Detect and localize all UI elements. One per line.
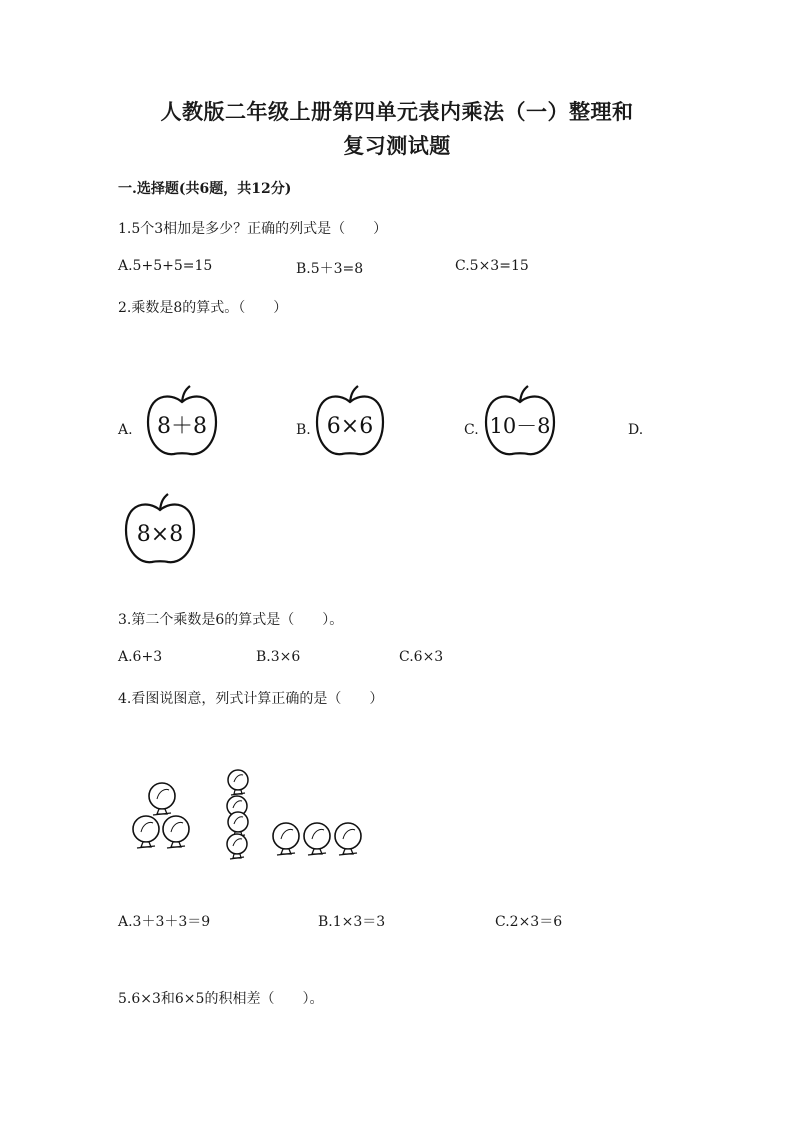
q2-option-d-letter[interactable]: D. bbox=[628, 422, 644, 438]
q4-option-b[interactable]: B.1×3＝3 bbox=[318, 914, 386, 930]
page-title: 人教版二年级上册第四单元表内乘法（一）整理和 bbox=[160, 99, 634, 124]
apple-icon-a[interactable] bbox=[142, 382, 222, 458]
q1-option-b[interactable]: B.5＋3=8 bbox=[296, 261, 364, 277]
apple-icon-b[interactable] bbox=[312, 382, 388, 458]
q1-option-a[interactable]: A.5+5+5=15 bbox=[118, 258, 213, 274]
question-2-stem: 2.乘数是8的算式。（ ） bbox=[118, 300, 288, 316]
apple-expression-b: 6×6 bbox=[326, 414, 374, 439]
q1-option-c[interactable]: C.5×3=15 bbox=[455, 258, 529, 274]
q4-option-a[interactable]: A.3＋3＋3＝9 bbox=[118, 914, 211, 930]
question-4-stem: 4.看图说图意，列式计算正确的是（ ） bbox=[118, 691, 384, 707]
balloons-illustration bbox=[120, 762, 370, 872]
q2-option-a-letter[interactable]: A. bbox=[118, 422, 133, 438]
question-1-stem: 1.5个3相加是多少？正确的列式是（ ） bbox=[118, 221, 388, 237]
apple-expression-d: 8×8 bbox=[136, 522, 184, 547]
section-header: 一.选择题(共6题，共12分) bbox=[118, 181, 292, 197]
apple-expression-c: 10－8 bbox=[489, 414, 551, 438]
balloon-group-2 bbox=[227, 770, 248, 859]
balloon-group-3 bbox=[273, 823, 361, 855]
question-5-stem: 5.6×3和6×5的积相差（ ）。 bbox=[118, 991, 324, 1007]
q3-option-c[interactable]: C.6×3 bbox=[399, 649, 444, 665]
apple-expression-a: 8＋8 bbox=[157, 414, 207, 439]
page-title-line2: 复习测试题 bbox=[343, 133, 451, 158]
balloon-group-1 bbox=[133, 783, 189, 848]
apple-icon-c[interactable] bbox=[480, 382, 560, 458]
q2-option-b-letter[interactable]: B. bbox=[296, 422, 311, 438]
q3-option-b[interactable]: B.3×6 bbox=[256, 649, 301, 665]
q4-option-c[interactable]: C.2×3＝6 bbox=[495, 914, 563, 930]
q3-option-a[interactable]: A.6+3 bbox=[118, 649, 163, 665]
apple-icon-d[interactable] bbox=[120, 490, 200, 566]
q2-option-c-letter[interactable]: C. bbox=[464, 422, 479, 438]
question-3-stem: 3.第二个乘数是6的算式是（ ）。 bbox=[118, 612, 344, 628]
